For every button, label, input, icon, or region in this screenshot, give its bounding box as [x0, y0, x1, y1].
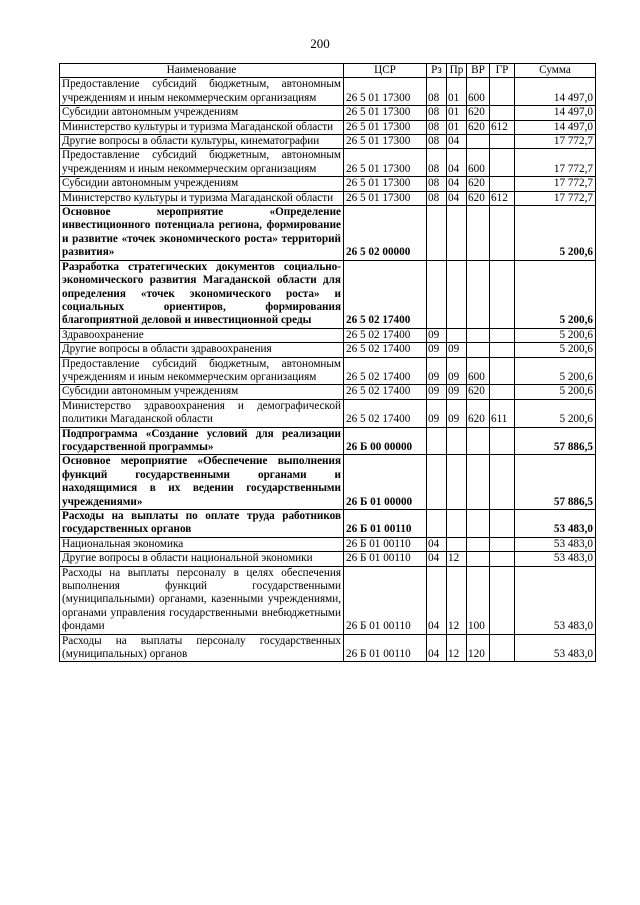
row-gr: [490, 78, 515, 106]
row-name: Министерство культуры и туризма Магаданской области: [60, 120, 344, 134]
row-sum: 53 483,0: [515, 566, 596, 634]
row-pr: [447, 510, 467, 538]
row-vr: [467, 455, 490, 510]
row-gr: [490, 455, 515, 510]
table-row: [60, 343, 596, 357]
row-pr: 09: [447, 385, 467, 399]
row-name: Министерство культуры и туризма Магаданской области: [60, 191, 344, 205]
row-gr: [490, 537, 515, 551]
row-sum: 57 886,5: [515, 427, 596, 455]
row-pr: 04: [447, 191, 467, 205]
row-rz: 09: [427, 399, 447, 427]
row-pr: 01: [447, 120, 467, 134]
row-csr: 26 5 02 17400: [344, 343, 427, 357]
row-pr: 04: [447, 149, 467, 177]
header-vr: ВР: [467, 64, 490, 78]
row-vr: 620: [467, 177, 490, 191]
row-gr: [490, 177, 515, 191]
row-gr: [490, 260, 515, 328]
row-sum: 17 772,7: [515, 135, 596, 149]
row-rz: 08: [427, 135, 447, 149]
row-csr: 26 5 01 17300: [344, 78, 427, 106]
row-gr: 612: [490, 120, 515, 134]
row-name: Расходы на выплаты по оплате труда работников государственных органов: [60, 510, 344, 538]
row-rz: [427, 510, 447, 538]
table-row: [60, 385, 596, 399]
row-vr: 120: [467, 634, 490, 662]
row-pr: 09: [447, 357, 467, 385]
row-gr: [490, 510, 515, 538]
row-sum: 53 483,0: [515, 537, 596, 551]
row-gr: [490, 566, 515, 634]
row-rz: 09: [427, 328, 447, 342]
row-sum: 5 200,6: [515, 357, 596, 385]
row-vr: [467, 427, 490, 455]
row-sum: 5 200,6: [515, 328, 596, 342]
row-name: Субсидии автономным учреждениям: [60, 177, 344, 191]
row-rz: 08: [427, 78, 447, 106]
row-rz: 04: [427, 634, 447, 662]
row-sum: 14 497,0: [515, 78, 596, 106]
row-sum: 5 200,6: [515, 399, 596, 427]
row-sum: 17 772,7: [515, 177, 596, 191]
row-vr: 620: [467, 385, 490, 399]
row-pr: [447, 455, 467, 510]
row-rz: [427, 455, 447, 510]
header-name: Наименование: [60, 64, 344, 78]
row-sum: 5 200,6: [515, 260, 596, 328]
row-vr: [467, 206, 490, 261]
row-rz: [427, 260, 447, 328]
row-gr: [490, 206, 515, 261]
row-name: Субсидии автономным учреждениям: [60, 106, 344, 120]
row-pr: [447, 328, 467, 342]
row-csr: 26 5 02 00000: [344, 206, 427, 261]
row-pr: 04: [447, 135, 467, 149]
row-csr: 26 5 01 17300: [344, 177, 427, 191]
row-pr: 12: [447, 634, 467, 662]
row-sum: 53 483,0: [515, 634, 596, 662]
table-row: [60, 357, 596, 385]
table-row: [60, 106, 596, 120]
row-vr: 100: [467, 566, 490, 634]
row-pr: 09: [447, 343, 467, 357]
row-vr: 620: [467, 399, 490, 427]
table-row: [60, 566, 596, 634]
row-name: Предоставление субсидий бюджетным, автономным учреждениям и иным некоммерческим организациям: [60, 78, 344, 106]
table-row: [60, 552, 596, 566]
row-rz: [427, 427, 447, 455]
row-gr: [490, 149, 515, 177]
row-vr: 620: [467, 191, 490, 205]
row-csr: 26 5 01 17300: [344, 135, 427, 149]
table-header-row: [60, 64, 596, 78]
row-gr: [490, 135, 515, 149]
table-body: [60, 78, 596, 662]
row-pr: [447, 427, 467, 455]
table-row: [60, 510, 596, 538]
table-row: [60, 537, 596, 551]
row-gr: 612: [490, 191, 515, 205]
table-row: [60, 120, 596, 134]
table-row: [60, 177, 596, 191]
table-row: [60, 427, 596, 455]
row-pr: 01: [447, 78, 467, 106]
row-rz: 04: [427, 552, 447, 566]
row-rz: 04: [427, 566, 447, 634]
row-rz: 04: [427, 537, 447, 551]
page-number: 200: [310, 36, 330, 51]
row-pr: 12: [447, 566, 467, 634]
row-rz: 08: [427, 191, 447, 205]
row-pr: 09: [447, 399, 467, 427]
row-vr: 600: [467, 149, 490, 177]
row-gr: [490, 634, 515, 662]
row-vr: [467, 343, 490, 357]
row-name: Другие вопросы в области культуры, кинематографии: [60, 135, 344, 149]
row-csr: 26 Б 01 00110: [344, 537, 427, 551]
row-vr: [467, 135, 490, 149]
row-rz: 08: [427, 149, 447, 177]
header-gr: ГР: [490, 64, 515, 78]
row-gr: [490, 552, 515, 566]
row-csr: 26 Б 01 00110: [344, 566, 427, 634]
row-vr: [467, 537, 490, 551]
row-sum: 5 200,6: [515, 206, 596, 261]
row-name: Разработка стратегических документов социально-экономического развития Магаданской области для определения «точек экономического роста» и социальных ориентиров, формирования благоприятной деловой и инвестиционной среды: [60, 260, 344, 328]
table-row: [60, 135, 596, 149]
row-gr: [490, 357, 515, 385]
row-csr: 26 5 01 17300: [344, 106, 427, 120]
table-row: [60, 634, 596, 662]
row-csr: 26 5 01 17300: [344, 149, 427, 177]
row-rz: 08: [427, 120, 447, 134]
row-csr: 26 5 01 17300: [344, 120, 427, 134]
row-gr: [490, 385, 515, 399]
row-vr: 620: [467, 106, 490, 120]
row-pr: 01: [447, 106, 467, 120]
row-sum: 17 772,7: [515, 149, 596, 177]
row-name: Расходы на выплаты персоналу государственных (муниципальных) органов: [60, 634, 344, 662]
row-gr: [490, 106, 515, 120]
row-sum: 53 483,0: [515, 510, 596, 538]
row-name: Субсидии автономным учреждениям: [60, 385, 344, 399]
row-csr: 26 Б 01 00000: [344, 455, 427, 510]
header-csr: ЦСР: [344, 64, 427, 78]
row-rz: 08: [427, 106, 447, 120]
header-sum: Сумма: [515, 64, 596, 78]
row-csr: 26 5 01 17300: [344, 191, 427, 205]
table-row: [60, 260, 596, 328]
row-pr: 12: [447, 552, 467, 566]
row-vr: 600: [467, 357, 490, 385]
row-vr: 600: [467, 78, 490, 106]
row-csr: 26 5 02 17400: [344, 385, 427, 399]
row-sum: 14 497,0: [515, 120, 596, 134]
header-pr: Пр: [447, 64, 467, 78]
table-row: [60, 149, 596, 177]
row-sum: 5 200,6: [515, 385, 596, 399]
row-vr: [467, 328, 490, 342]
row-sum: 57 886,5: [515, 455, 596, 510]
row-name: Основное мероприятие «Обеспечение выполнения функций государственными органами и находящимися в их ведении государственными учреждениями»: [60, 455, 344, 510]
row-gr: [490, 343, 515, 357]
row-name: Предоставление субсидий бюджетным, автономным учреждениям и иным некоммерческим организациям: [60, 357, 344, 385]
row-rz: 08: [427, 177, 447, 191]
row-gr: [490, 427, 515, 455]
row-csr: 26 Б 01 00110: [344, 510, 427, 538]
budget-table: [59, 63, 596, 662]
row-name: Подпрограмма «Создание условий для реализации государственной программы»: [60, 427, 344, 455]
row-pr: 04: [447, 177, 467, 191]
row-name: Основное мероприятие «Определение инвестиционного потенциала региона, формирование и развитие «точек экономического роста» территорий развития»: [60, 206, 344, 261]
row-name: Другие вопросы в области здравоохранения: [60, 343, 344, 357]
row-name: Здравоохранение: [60, 328, 344, 342]
table-row: [60, 399, 596, 427]
row-vr: [467, 552, 490, 566]
row-pr: [447, 206, 467, 261]
row-gr: 611: [490, 399, 515, 427]
row-sum: 5 200,6: [515, 343, 596, 357]
row-rz: 09: [427, 385, 447, 399]
table-row: [60, 78, 596, 106]
row-rz: 09: [427, 343, 447, 357]
row-name: Министерство здравоохранения и демографической политики Магаданской области: [60, 399, 344, 427]
table-row: [60, 455, 596, 510]
row-sum: 14 497,0: [515, 106, 596, 120]
row-sum: 53 483,0: [515, 552, 596, 566]
row-csr: 26 Б 01 00110: [344, 634, 427, 662]
table-row: [60, 328, 596, 342]
row-rz: 09: [427, 357, 447, 385]
row-csr: 26 5 02 17400: [344, 260, 427, 328]
table-row: [60, 191, 596, 205]
row-name: Предоставление субсидий бюджетным, автономным учреждениям и иным некоммерческим организациям: [60, 149, 344, 177]
row-name: Расходы на выплаты персоналу в целях обеспечения выполнения функций государственными (муниципальными) органами, казенными учреждениями, органами управления государственными внебюджетными фондами: [60, 566, 344, 634]
row-sum: 17 772,7: [515, 191, 596, 205]
row-pr: [447, 260, 467, 328]
row-vr: [467, 260, 490, 328]
row-vr: 620: [467, 120, 490, 134]
row-name: Национальная экономика: [60, 537, 344, 551]
row-csr: 26 Б 01 00110: [344, 552, 427, 566]
row-csr: 26 Б 00 00000: [344, 427, 427, 455]
row-name: Другие вопросы в области национальной экономики: [60, 552, 344, 566]
row-pr: [447, 537, 467, 551]
row-vr: [467, 510, 490, 538]
row-rz: [427, 206, 447, 261]
row-gr: [490, 328, 515, 342]
table-row: [60, 206, 596, 261]
row-csr: 26 5 02 17400: [344, 399, 427, 427]
row-csr: 26 5 02 17400: [344, 357, 427, 385]
row-csr: 26 5 02 17400: [344, 328, 427, 342]
header-rz: Рз: [427, 64, 447, 78]
